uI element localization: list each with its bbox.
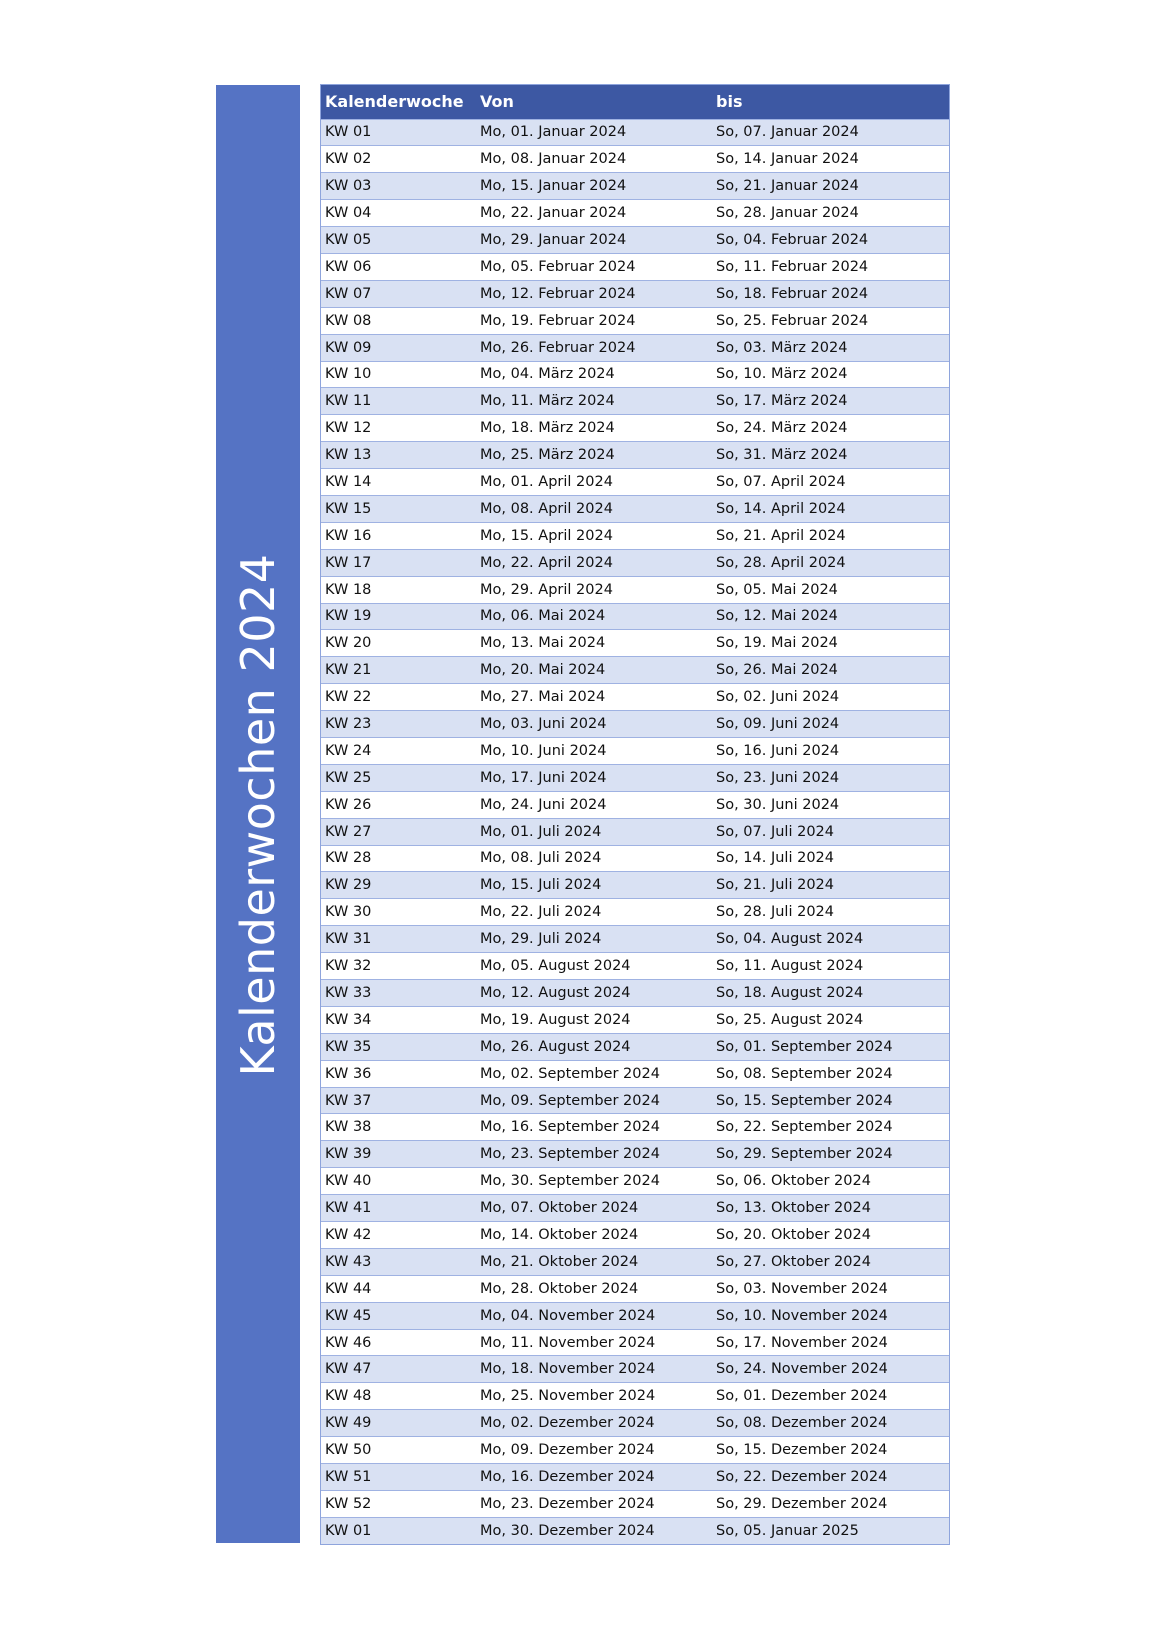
end-date-cell: So, 01. Dezember 2024 bbox=[712, 1383, 949, 1410]
table-row bbox=[321, 1195, 949, 1222]
week-cell: KW 37 bbox=[321, 1087, 476, 1114]
start-date-cell: Mo, 26. Februar 2024 bbox=[476, 334, 712, 361]
week-cell: KW 19 bbox=[321, 603, 476, 630]
start-date-cell: Mo, 08. Januar 2024 bbox=[476, 146, 712, 173]
end-date-cell: So, 28. Juli 2024 bbox=[712, 899, 949, 926]
week-cell: KW 14 bbox=[321, 469, 476, 496]
end-date-cell: So, 11. August 2024 bbox=[712, 953, 949, 980]
table-row bbox=[321, 495, 949, 522]
end-date-cell: So, 15. September 2024 bbox=[712, 1087, 949, 1114]
table-row bbox=[321, 1060, 949, 1087]
start-date-cell: Mo, 04. November 2024 bbox=[476, 1302, 712, 1329]
start-date-cell: Mo, 19. Februar 2024 bbox=[476, 307, 712, 334]
start-date-cell: Mo, 01. Juli 2024 bbox=[476, 818, 712, 845]
week-cell: KW 07 bbox=[321, 280, 476, 307]
end-date-cell: So, 12. Mai 2024 bbox=[712, 603, 949, 630]
week-cell: KW 08 bbox=[321, 307, 476, 334]
week-cell: KW 52 bbox=[321, 1490, 476, 1517]
week-cell: KW 40 bbox=[321, 1168, 476, 1195]
week-cell: KW 44 bbox=[321, 1275, 476, 1302]
end-date-cell: So, 25. August 2024 bbox=[712, 1006, 949, 1033]
week-cell: KW 21 bbox=[321, 657, 476, 684]
start-date-cell: Mo, 26. August 2024 bbox=[476, 1033, 712, 1060]
week-cell: KW 46 bbox=[321, 1329, 476, 1356]
start-date-cell: Mo, 28. Oktober 2024 bbox=[476, 1275, 712, 1302]
end-date-cell: So, 26. Mai 2024 bbox=[712, 657, 949, 684]
table-row bbox=[321, 1006, 949, 1033]
end-date-cell: So, 05. Mai 2024 bbox=[712, 576, 949, 603]
table-row bbox=[321, 1490, 949, 1517]
start-date-cell: Mo, 22. Juli 2024 bbox=[476, 899, 712, 926]
week-cell: KW 15 bbox=[321, 495, 476, 522]
week-cell: KW 25 bbox=[321, 764, 476, 791]
table-row bbox=[321, 980, 949, 1007]
end-date-cell: So, 14. Januar 2024 bbox=[712, 146, 949, 173]
table-row bbox=[321, 1033, 949, 1060]
start-date-cell: Mo, 23. September 2024 bbox=[476, 1141, 712, 1168]
start-date-cell: Mo, 11. November 2024 bbox=[476, 1329, 712, 1356]
start-date-cell: Mo, 03. Juni 2024 bbox=[476, 711, 712, 738]
end-date-cell: So, 09. Juni 2024 bbox=[712, 711, 949, 738]
table-row bbox=[321, 1302, 949, 1329]
end-date-cell: So, 03. November 2024 bbox=[712, 1275, 949, 1302]
start-date-cell: Mo, 22. April 2024 bbox=[476, 549, 712, 576]
header-bis: bis bbox=[716, 92, 743, 112]
table-row bbox=[321, 1356, 949, 1383]
end-date-cell: So, 04. Februar 2024 bbox=[712, 227, 949, 254]
table-row bbox=[321, 173, 949, 200]
end-date-cell: So, 08. Dezember 2024 bbox=[712, 1410, 949, 1437]
start-date-cell: Mo, 06. Mai 2024 bbox=[476, 603, 712, 630]
table-row bbox=[321, 899, 949, 926]
table-row bbox=[321, 1222, 949, 1249]
start-date-cell: Mo, 01. April 2024 bbox=[476, 469, 712, 496]
start-date-cell: Mo, 17. Juni 2024 bbox=[476, 764, 712, 791]
table-row bbox=[321, 1275, 949, 1302]
end-date-cell: So, 03. März 2024 bbox=[712, 334, 949, 361]
week-cell: KW 28 bbox=[321, 845, 476, 872]
table-row bbox=[321, 818, 949, 845]
table-row bbox=[321, 845, 949, 872]
end-date-cell: So, 13. Oktober 2024 bbox=[712, 1195, 949, 1222]
table-row bbox=[321, 1383, 949, 1410]
start-date-cell: Mo, 11. März 2024 bbox=[476, 388, 712, 415]
week-cell: KW 16 bbox=[321, 522, 476, 549]
end-date-cell: So, 18. August 2024 bbox=[712, 980, 949, 1007]
week-cell: KW 42 bbox=[321, 1222, 476, 1249]
week-cell: KW 36 bbox=[321, 1060, 476, 1087]
start-date-cell: Mo, 08. Juli 2024 bbox=[476, 845, 712, 872]
week-cell: KW 24 bbox=[321, 737, 476, 764]
start-date-cell: Mo, 05. August 2024 bbox=[476, 953, 712, 980]
start-date-cell: Mo, 27. Mai 2024 bbox=[476, 684, 712, 711]
table-row bbox=[321, 119, 949, 146]
end-date-cell: So, 24. März 2024 bbox=[712, 415, 949, 442]
start-date-cell: Mo, 16. Dezember 2024 bbox=[476, 1464, 712, 1491]
week-cell: KW 33 bbox=[321, 980, 476, 1007]
week-cell: KW 23 bbox=[321, 711, 476, 738]
week-cell: KW 51 bbox=[321, 1464, 476, 1491]
week-cell: KW 03 bbox=[321, 173, 476, 200]
week-cell: KW 34 bbox=[321, 1006, 476, 1033]
week-cell: KW 47 bbox=[321, 1356, 476, 1383]
end-date-cell: So, 20. Oktober 2024 bbox=[712, 1222, 949, 1249]
start-date-cell: Mo, 23. Dezember 2024 bbox=[476, 1490, 712, 1517]
end-date-cell: So, 14. April 2024 bbox=[712, 495, 949, 522]
end-date-cell: So, 28. April 2024 bbox=[712, 549, 949, 576]
week-cell: KW 29 bbox=[321, 872, 476, 899]
table-row bbox=[321, 1517, 949, 1544]
start-date-cell: Mo, 21. Oktober 2024 bbox=[476, 1248, 712, 1275]
table-row bbox=[321, 1141, 949, 1168]
table-row bbox=[321, 227, 949, 254]
table-row bbox=[321, 1410, 949, 1437]
week-cell: KW 17 bbox=[321, 549, 476, 576]
end-date-cell: So, 22. September 2024 bbox=[712, 1114, 949, 1141]
end-date-cell: So, 14. Juli 2024 bbox=[712, 845, 949, 872]
start-date-cell: Mo, 29. Januar 2024 bbox=[476, 227, 712, 254]
table-row bbox=[321, 1168, 949, 1195]
end-date-cell: So, 08. September 2024 bbox=[712, 1060, 949, 1087]
table-row bbox=[321, 415, 949, 442]
start-date-cell: Mo, 14. Oktober 2024 bbox=[476, 1222, 712, 1249]
table-row bbox=[321, 361, 949, 388]
start-date-cell: Mo, 15. Juli 2024 bbox=[476, 872, 712, 899]
start-date-cell: Mo, 15. April 2024 bbox=[476, 522, 712, 549]
start-date-cell: Mo, 30. September 2024 bbox=[476, 1168, 712, 1195]
table-row bbox=[321, 630, 949, 657]
start-date-cell: Mo, 18. März 2024 bbox=[476, 415, 712, 442]
week-cell: KW 01 bbox=[321, 119, 476, 146]
table-row bbox=[321, 253, 949, 280]
start-date-cell: Mo, 08. April 2024 bbox=[476, 495, 712, 522]
week-cell: KW 27 bbox=[321, 818, 476, 845]
table-header-row bbox=[321, 85, 949, 119]
end-date-cell: So, 18. Februar 2024 bbox=[712, 280, 949, 307]
end-date-cell: So, 21. Juli 2024 bbox=[712, 872, 949, 899]
calendar-week-table-container bbox=[320, 84, 950, 1545]
end-date-cell: So, 30. Juni 2024 bbox=[712, 791, 949, 818]
table-row bbox=[321, 1114, 949, 1141]
start-date-cell: Mo, 25. November 2024 bbox=[476, 1383, 712, 1410]
header-kalenderwoche: Kalenderwoche bbox=[325, 92, 464, 112]
week-cell: KW 20 bbox=[321, 630, 476, 657]
end-date-cell: So, 23. Juni 2024 bbox=[712, 764, 949, 791]
start-date-cell: Mo, 25. März 2024 bbox=[476, 442, 712, 469]
start-date-cell: Mo, 04. März 2024 bbox=[476, 361, 712, 388]
week-cell: KW 39 bbox=[321, 1141, 476, 1168]
end-date-cell: So, 15. Dezember 2024 bbox=[712, 1437, 949, 1464]
week-cell: KW 43 bbox=[321, 1248, 476, 1275]
table-row bbox=[321, 657, 949, 684]
table-row bbox=[321, 737, 949, 764]
end-date-cell: So, 07. Januar 2024 bbox=[712, 119, 949, 146]
week-cell: KW 22 bbox=[321, 684, 476, 711]
calendar-week-table bbox=[321, 85, 949, 1544]
table-row bbox=[321, 1087, 949, 1114]
end-date-cell: So, 05. Januar 2025 bbox=[712, 1517, 949, 1544]
week-cell: KW 49 bbox=[321, 1410, 476, 1437]
end-date-cell: So, 19. Mai 2024 bbox=[712, 630, 949, 657]
week-cell: KW 45 bbox=[321, 1302, 476, 1329]
table-row bbox=[321, 200, 949, 227]
week-cell: KW 10 bbox=[321, 361, 476, 388]
table-row bbox=[321, 872, 949, 899]
table-row bbox=[321, 764, 949, 791]
end-date-cell: So, 21. April 2024 bbox=[712, 522, 949, 549]
start-date-cell: Mo, 29. April 2024 bbox=[476, 576, 712, 603]
end-date-cell: So, 27. Oktober 2024 bbox=[712, 1248, 949, 1275]
table-row bbox=[321, 576, 949, 603]
page-title: Kalenderwochen 2024 bbox=[231, 553, 285, 1077]
week-cell: KW 48 bbox=[321, 1383, 476, 1410]
end-date-cell: So, 28. Januar 2024 bbox=[712, 200, 949, 227]
end-date-cell: So, 17. November 2024 bbox=[712, 1329, 949, 1356]
table-row bbox=[321, 953, 949, 980]
table-row bbox=[321, 711, 949, 738]
week-cell: KW 05 bbox=[321, 227, 476, 254]
end-date-cell: So, 02. Juni 2024 bbox=[712, 684, 949, 711]
table-row bbox=[321, 791, 949, 818]
table-row bbox=[321, 684, 949, 711]
start-date-cell: Mo, 10. Juni 2024 bbox=[476, 737, 712, 764]
week-cell: KW 02 bbox=[321, 146, 476, 173]
end-date-cell: So, 21. Januar 2024 bbox=[712, 173, 949, 200]
start-date-cell: Mo, 07. Oktober 2024 bbox=[476, 1195, 712, 1222]
end-date-cell: So, 04. August 2024 bbox=[712, 926, 949, 953]
start-date-cell: Mo, 20. Mai 2024 bbox=[476, 657, 712, 684]
start-date-cell: Mo, 01. Januar 2024 bbox=[476, 119, 712, 146]
end-date-cell: So, 07. April 2024 bbox=[712, 469, 949, 496]
week-cell: KW 30 bbox=[321, 899, 476, 926]
start-date-cell: Mo, 29. Juli 2024 bbox=[476, 926, 712, 953]
table-row bbox=[321, 522, 949, 549]
start-date-cell: Mo, 30. Dezember 2024 bbox=[476, 1517, 712, 1544]
table-row bbox=[321, 1464, 949, 1491]
start-date-cell: Mo, 09. Dezember 2024 bbox=[476, 1437, 712, 1464]
end-date-cell: So, 25. Februar 2024 bbox=[712, 307, 949, 334]
table-row bbox=[321, 442, 949, 469]
week-cell: KW 26 bbox=[321, 791, 476, 818]
table-row bbox=[321, 1437, 949, 1464]
table-row bbox=[321, 926, 949, 953]
start-date-cell: Mo, 16. September 2024 bbox=[476, 1114, 712, 1141]
start-date-cell: Mo, 12. August 2024 bbox=[476, 980, 712, 1007]
table-row bbox=[321, 469, 949, 496]
table-row bbox=[321, 549, 949, 576]
week-cell: KW 38 bbox=[321, 1114, 476, 1141]
start-date-cell: Mo, 19. August 2024 bbox=[476, 1006, 712, 1033]
table-row bbox=[321, 334, 949, 361]
end-date-cell: So, 16. Juni 2024 bbox=[712, 737, 949, 764]
table-row bbox=[321, 307, 949, 334]
end-date-cell: So, 11. Februar 2024 bbox=[712, 253, 949, 280]
start-date-cell: Mo, 15. Januar 2024 bbox=[476, 173, 712, 200]
week-cell: KW 50 bbox=[321, 1437, 476, 1464]
table-row bbox=[321, 388, 949, 415]
week-cell: KW 04 bbox=[321, 200, 476, 227]
start-date-cell: Mo, 09. September 2024 bbox=[476, 1087, 712, 1114]
table-row bbox=[321, 1248, 949, 1275]
end-date-cell: So, 31. März 2024 bbox=[712, 442, 949, 469]
end-date-cell: So, 07. Juli 2024 bbox=[712, 818, 949, 845]
table-body bbox=[321, 119, 949, 1544]
end-date-cell: So, 29. September 2024 bbox=[712, 1141, 949, 1168]
end-date-cell: So, 10. November 2024 bbox=[712, 1302, 949, 1329]
table-row bbox=[321, 603, 949, 630]
week-cell: KW 13 bbox=[321, 442, 476, 469]
table-row bbox=[321, 146, 949, 173]
end-date-cell: So, 29. Dezember 2024 bbox=[712, 1490, 949, 1517]
week-cell: KW 32 bbox=[321, 953, 476, 980]
start-date-cell: Mo, 22. Januar 2024 bbox=[476, 200, 712, 227]
week-cell: KW 01 bbox=[321, 1517, 476, 1544]
start-date-cell: Mo, 05. Februar 2024 bbox=[476, 253, 712, 280]
end-date-cell: So, 17. März 2024 bbox=[712, 388, 949, 415]
end-date-cell: So, 10. März 2024 bbox=[712, 361, 949, 388]
start-date-cell: Mo, 13. Mai 2024 bbox=[476, 630, 712, 657]
week-cell: KW 35 bbox=[321, 1033, 476, 1060]
week-cell: KW 09 bbox=[321, 334, 476, 361]
end-date-cell: So, 24. November 2024 bbox=[712, 1356, 949, 1383]
end-date-cell: So, 06. Oktober 2024 bbox=[712, 1168, 949, 1195]
week-cell: KW 06 bbox=[321, 253, 476, 280]
end-date-cell: So, 01. September 2024 bbox=[712, 1033, 949, 1060]
table-row bbox=[321, 280, 949, 307]
week-cell: KW 31 bbox=[321, 926, 476, 953]
start-date-cell: Mo, 12. Februar 2024 bbox=[476, 280, 712, 307]
start-date-cell: Mo, 02. Dezember 2024 bbox=[476, 1410, 712, 1437]
end-date-cell: So, 22. Dezember 2024 bbox=[712, 1464, 949, 1491]
table-row bbox=[321, 1329, 949, 1356]
week-cell: KW 18 bbox=[321, 576, 476, 603]
start-date-cell: Mo, 18. November 2024 bbox=[476, 1356, 712, 1383]
week-cell: KW 12 bbox=[321, 415, 476, 442]
week-cell: KW 41 bbox=[321, 1195, 476, 1222]
header-von: Von bbox=[480, 92, 514, 112]
start-date-cell: Mo, 24. Juni 2024 bbox=[476, 791, 712, 818]
start-date-cell: Mo, 02. September 2024 bbox=[476, 1060, 712, 1087]
week-cell: KW 11 bbox=[321, 388, 476, 415]
